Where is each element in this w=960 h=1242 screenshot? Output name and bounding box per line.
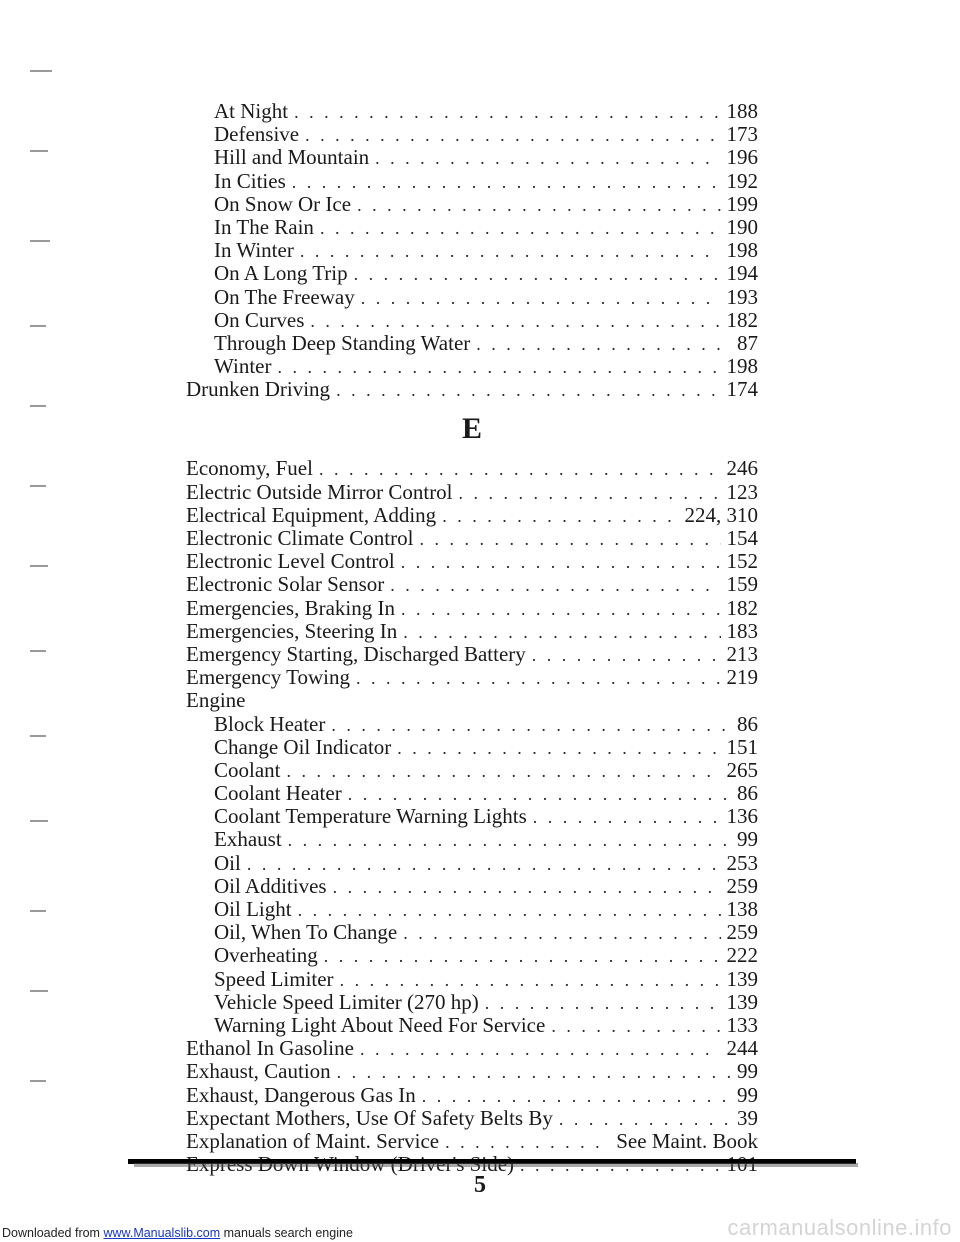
index-entry-page: 139 [726, 966, 758, 991]
index-entry-label: At Night [214, 99, 289, 123]
index-entry-page: 244 [726, 1036, 758, 1061]
index-entry-page: 159 [726, 572, 758, 597]
banner-suffix: manuals search engine [220, 1226, 353, 1240]
margin-mark [30, 485, 46, 487]
dot-leader [401, 598, 721, 621]
margin-mark [30, 150, 48, 152]
dot-leader [319, 458, 721, 481]
index-entry-label: Oil, When To Change [214, 920, 398, 945]
index-entry-page: See Maint. Book [616, 1128, 758, 1153]
dot-leader [310, 310, 720, 333]
index-entry-page: 133 [726, 1012, 758, 1037]
index-entry-page: 213 [726, 641, 758, 666]
index-list [186, 100, 758, 1176]
margin-mark [30, 990, 48, 992]
margin-mark [30, 650, 46, 652]
index-entry [186, 457, 758, 480]
index-entry-page: 259 [726, 873, 758, 898]
index-entry [186, 620, 758, 643]
index-entry [186, 286, 758, 309]
index-entry-page: 194 [726, 261, 758, 286]
index-entry-label: On Snow Or Ice [214, 191, 352, 216]
index-entry-label: In Winter [214, 238, 294, 263]
dot-leader [277, 356, 720, 379]
index-entry [186, 1014, 758, 1037]
dot-leader [320, 217, 721, 240]
dot-leader [287, 760, 721, 783]
dot-leader [288, 829, 731, 852]
index-entry-label: Exhaust, Caution [186, 1059, 331, 1084]
index-entry-page: 154 [726, 526, 758, 550]
index-entry-page: 136 [726, 804, 758, 829]
dot-leader [397, 737, 720, 760]
dot-leader [476, 333, 731, 356]
index-entry-page: 222 [726, 943, 758, 968]
dot-leader [485, 992, 721, 1015]
index-entry [186, 968, 758, 991]
index-entry-page: 152 [726, 549, 758, 574]
index-entry [186, 1130, 758, 1153]
dot-leader [331, 714, 731, 737]
index-entry [186, 573, 758, 596]
index-entry [186, 550, 758, 573]
index-entry-page: 182 [726, 595, 758, 620]
dot-leader [401, 551, 721, 574]
index-entry-label: In The Rain [214, 214, 314, 239]
index-entry [186, 944, 758, 967]
index-entry [186, 481, 758, 504]
section-letter: E [461, 412, 482, 446]
index-entry-label: Ethanol In Gasoline [186, 1036, 354, 1061]
index-entry-page: 259 [726, 920, 758, 945]
index-entry-label: Oil Light [214, 897, 292, 921]
index-entry-page: 139 [726, 989, 758, 1014]
index-entry [186, 597, 758, 620]
dot-leader [305, 124, 720, 147]
index-entry-page: 188 [726, 99, 758, 123]
index-entry-page: 198 [726, 238, 758, 263]
index-entry-page: 123 [726, 479, 758, 504]
index-entry-label: Electronic Level Control [186, 549, 395, 574]
index-entry [186, 355, 758, 378]
index-entry [186, 239, 758, 262]
dot-leader [375, 147, 720, 170]
index-entry-label: Emergencies, Steering In [186, 618, 398, 643]
margin-mark [30, 240, 50, 242]
index-entry [186, 504, 758, 527]
index-entry-page: 138 [726, 897, 758, 921]
index-entry-page: 174 [726, 377, 758, 402]
index-entry [186, 378, 758, 401]
index-entry [186, 805, 758, 828]
index-entry [186, 921, 758, 944]
index-entry-page: 183 [726, 618, 758, 643]
index-entry [186, 1060, 758, 1083]
index-entry-label: Change Oil Indicator [214, 734, 392, 759]
index-entry-label: In Cities [214, 168, 286, 193]
index-group-e [186, 457, 758, 1176]
index-entry-page: 151 [726, 734, 758, 759]
margin-mark [30, 735, 46, 737]
index-entry-page: 86 [737, 781, 758, 806]
manualslib-link[interactable]: www.Manualslib.com [103, 1226, 221, 1240]
dot-leader [445, 1131, 610, 1154]
dot-leader [422, 1085, 731, 1108]
index-entry-label: Oil Additives [214, 873, 327, 898]
dot-leader [300, 240, 721, 263]
margin-mark [30, 1080, 46, 1082]
index-entry-label: Electrical Equipment, Adding [186, 502, 437, 527]
dot-leader [442, 505, 678, 528]
index-entry [186, 828, 758, 851]
dot-leader [559, 1108, 731, 1131]
index-entry-label: Explanation of Maint. Service [186, 1128, 440, 1153]
index-entry-page: 87 [737, 330, 758, 355]
index-entry-label: Vehicle Speed Limiter (270 hp) [214, 989, 479, 1014]
index-entry-label: Emergency Starting, Discharged Battery [186, 641, 526, 666]
index-entry [186, 713, 758, 736]
dot-leader [551, 1015, 720, 1038]
index-entry-label: Electronic Climate Control [186, 526, 414, 550]
index-entry [186, 100, 758, 123]
index-entry [186, 216, 758, 239]
dot-leader [354, 263, 721, 286]
index-entry-label: Exhaust [214, 827, 282, 852]
margin-mark [30, 910, 46, 912]
index-entry-label: Coolant [214, 757, 281, 782]
dot-leader [324, 945, 721, 968]
index-entry [186, 689, 758, 712]
index-entry [186, 1037, 758, 1060]
index-entry [186, 875, 758, 898]
index-entry-page: 253 [726, 850, 758, 875]
index-entry [186, 782, 758, 805]
index-entry-page: 86 [737, 711, 758, 736]
dot-leader [348, 783, 731, 806]
index-entry [186, 309, 758, 332]
index-entry-page: 265 [726, 757, 758, 782]
index-entry-label: Winter [214, 354, 272, 379]
page-number: 5 [474, 1172, 486, 1198]
dot-leader [403, 621, 720, 644]
index-entry-page: 190 [726, 214, 758, 239]
margin-mark [30, 565, 48, 567]
download-banner [2, 1226, 353, 1240]
index-entry-label: Electronic Solar Sensor [186, 572, 385, 597]
dot-leader [340, 969, 721, 992]
dot-leader [403, 922, 720, 945]
index-entry-page: 99 [737, 827, 758, 852]
index-entry [186, 193, 758, 216]
dot-leader [247, 853, 721, 876]
index-entry [186, 991, 758, 1014]
index-entry-label: On Curves [214, 307, 305, 332]
dot-leader [390, 574, 720, 597]
index-entry-page: 199 [726, 191, 758, 216]
index-entry-label: Expectant Mothers, Use Of Safety Belts By [186, 1105, 553, 1130]
index-entry [186, 759, 758, 782]
index-entry-label: Speed Limiter [214, 966, 334, 991]
index-entry-page: 182 [726, 307, 758, 332]
index-entry [186, 852, 758, 875]
margin-mark [30, 325, 46, 327]
index-entry-label: Emergencies, Braking In [186, 595, 395, 620]
dot-leader [292, 171, 721, 194]
index-entry [186, 123, 758, 146]
dot-leader [336, 379, 720, 402]
index-entry-label: Hill and Mountain [214, 145, 370, 170]
index-entry [186, 1084, 758, 1107]
dot-leader [333, 876, 721, 899]
dot-leader [356, 667, 721, 690]
watermark: carmanualsonline.info [727, 1215, 952, 1240]
index-entry-label: Emergency Towing [186, 665, 350, 690]
margin-mark [30, 820, 48, 822]
index-entry-page: 39 [737, 1105, 758, 1130]
dot-leader [298, 899, 721, 922]
index-entry [186, 332, 758, 355]
index-entry [186, 898, 758, 921]
index-entry-page: 173 [726, 122, 758, 147]
index-entry-label: Exhaust, Dangerous Gas In [186, 1082, 416, 1107]
dot-leader [459, 482, 721, 505]
index-entry-page: 219 [726, 665, 758, 690]
index-entry-page: 224, 310 [684, 502, 758, 527]
dot-leader [419, 528, 720, 551]
index-entry-label: On A Long Trip [214, 261, 348, 286]
dot-leader [360, 1038, 721, 1061]
index-entry-page: 192 [726, 168, 758, 193]
index-entry-label: Economy, Fuel [186, 456, 313, 481]
margin-mark [30, 70, 52, 72]
index-entry [186, 736, 758, 759]
index-entry-label: On The Freeway [214, 284, 355, 309]
index-entry-label: Overheating [214, 943, 318, 968]
index-entry-label: Electric Outside Mirror Control [186, 479, 453, 504]
index-entry-label: Through Deep Standing Water [214, 330, 471, 355]
index-entry-label: Oil [214, 850, 241, 875]
index-entry-page: 193 [726, 284, 758, 309]
index-entry-page: 196 [726, 145, 758, 170]
dot-leader [361, 287, 721, 310]
index-entry-label: Block Heater [214, 711, 326, 736]
index-entry-label: Warning Light About Need For Service [214, 1012, 546, 1037]
index-entry-page: 198 [726, 354, 758, 379]
dot-leader [294, 101, 720, 124]
index-entry-page: 99 [737, 1059, 758, 1084]
dot-leader [532, 644, 721, 667]
index-entry-page: 99 [737, 1082, 758, 1107]
index-entry [186, 262, 758, 285]
index-entry [186, 666, 758, 689]
index-entry-label: Coolant Heater [214, 781, 342, 806]
index-entry-label: Coolant Temperature Warning Lights [214, 804, 527, 829]
index-entry-label: Drunken Driving [186, 377, 331, 402]
dot-leader [533, 806, 721, 829]
index-entry-page: 246 [726, 456, 758, 481]
dot-leader [357, 194, 720, 217]
index-entry-label: Engine [186, 688, 246, 713]
index-entry-label: Defensive [214, 122, 300, 147]
index-entry [186, 170, 758, 193]
margin-mark [30, 405, 46, 407]
footer-rule-shadow [134, 1163, 858, 1167]
banner-prefix: Downloaded from [2, 1226, 104, 1240]
index-entry [186, 1107, 758, 1130]
index-entry [186, 146, 758, 169]
index-group-driving [186, 100, 758, 401]
index-entry [186, 527, 758, 550]
index-entry [186, 643, 758, 666]
dot-leader [337, 1061, 731, 1084]
